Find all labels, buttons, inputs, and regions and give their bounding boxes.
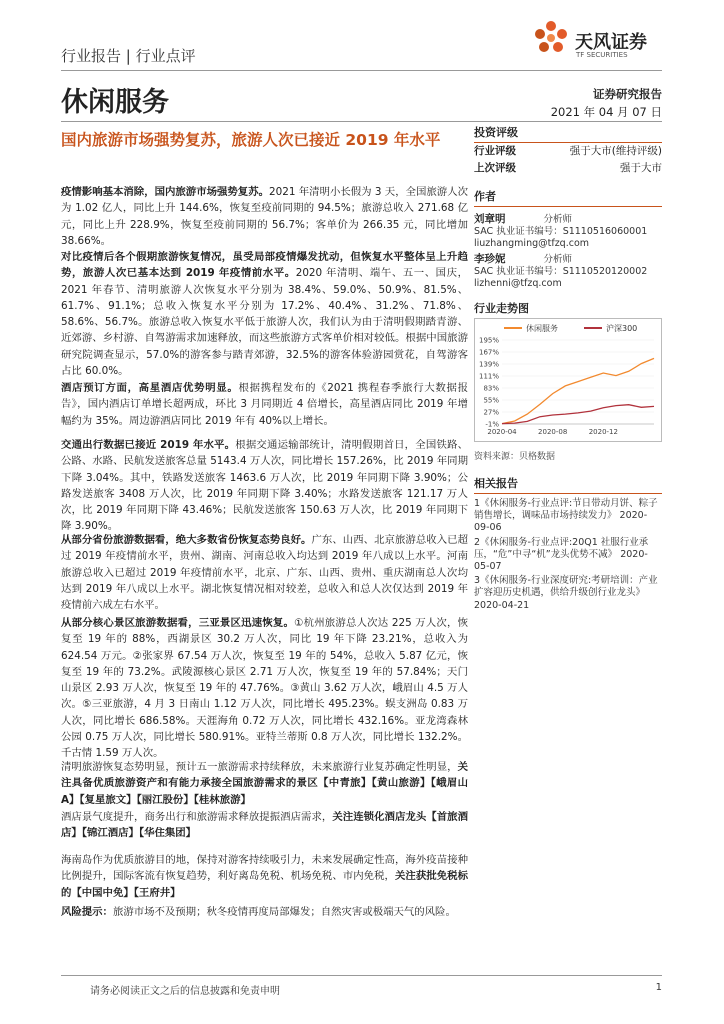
paragraph-body: 2020 年清明、端午、五一、国庆，2021 年春节、清明旅游人次恢复水平分别为 38.4%、59.0%、50.9%、81.5%、61.7%、91.1%；总收入恢复水平分别为 17.2%、40.4%、31.2%、71.8%、58.6%、56.7%。旅游总收入恢复水平低于旅游人次，我们认为由于清明假期踏青游、近郊游、乡村游、自驾游需求加速释放，而这些旅游方式客单价相对较低。根据中国旅游研究院调查显示，57.0%的游客参与踏青郊游，32.5%的游客体验游园赏花，自驾游客占比 60.0%。	[61, 267, 469, 378]
paragraph-1	[61, 184, 468, 249]
paragraph-4	[61, 437, 468, 535]
report-type: 证券研究报告	[593, 87, 662, 101]
y-tick-label: 195%	[478, 336, 499, 345]
paragraph-lead: 从部分省份旅游数据看，绝大多数省份恢复态势良好。	[61, 534, 312, 546]
author-name: 刘章明	[474, 213, 506, 225]
author-email[interactable]: liuzhangming@tfzq.com	[474, 238, 590, 249]
related-section-title: 相关报告	[474, 475, 662, 494]
paragraph-lead: 酒店预订方面，高星酒店优势明显。	[61, 382, 239, 394]
related-section	[474, 475, 662, 614]
paragraph-lead: 风险提示：	[61, 906, 113, 918]
legend-label: 休闲服务	[526, 324, 558, 333]
related-report-date: 2020-04-21	[474, 599, 530, 611]
author-role: 分析师	[543, 214, 573, 225]
paragraph-tail: 关注具备优质旅游资产和有能力承接全国旅游需求的景区【中青旅】【黄山旅游】【峨眉山 A】【复星旅文】【丽江股份】【桂林旅游】	[61, 761, 468, 806]
rating-section-title: 投资评级	[474, 124, 662, 143]
related-report-date: 2020-09-06	[474, 510, 648, 534]
paragraph-6	[61, 615, 468, 762]
logo-text-en: TF SECURITIES	[576, 51, 628, 59]
authors-section	[474, 188, 662, 290]
footer-disclaimer: 请务必阅读正文之后的信息披露和免责申明	[90, 986, 280, 997]
headline: 国内旅游市场强势复苏，旅游人次已接近 2019 年水平	[61, 131, 441, 149]
y-tick-label: 27%	[483, 408, 499, 417]
previous-rating-row	[474, 160, 662, 177]
author-card	[474, 213, 662, 250]
paragraph-5	[61, 532, 468, 613]
related-report-date: 2020-05-07	[474, 548, 648, 573]
y-tick-label: 111%	[478, 372, 499, 381]
paragraph-lead: 交通出行数据已接近 2019 年水平。	[61, 439, 236, 451]
paragraph-tail: 关注连锁化酒店龙头【首旅酒店】【锦江酒店】【华住集团】	[61, 811, 469, 840]
author-email[interactable]: lizhenni@tfzq.com	[474, 278, 562, 289]
previous-rating-value: 强于大市	[620, 162, 662, 174]
paragraph-body: 根据交通运输部统计，清明假期首日，全国铁路、公路、水路、民航发送旅客总量 5143.4 万人次，同比增长 157.26%，比 2019 年同期下降 3.04%。其中，铁路发送旅客 1463.6 万人次，比 2019 年同期下降 3.90%；公路发送旅客 3408 万人次，比 2019 年同期下降 3.40%；水路发送旅客 121.17 万人次，比 2019 年同期下降 43.46%；民航发送旅客 150.63 万人次，比 2019 年同期下降 3.90%。	[61, 439, 469, 533]
industry-rating-value: 强于大市(维持评级)	[569, 145, 662, 157]
y-tick-label: 167%	[478, 348, 499, 357]
paragraph-3	[61, 380, 468, 429]
x-tick-label: 2020-04	[487, 428, 517, 436]
paragraph-2	[61, 249, 468, 379]
y-tick-label: 83%	[483, 384, 499, 393]
paragraph-body: 酒店景气度提升，商务出行和旅游需求释放提振酒店需求，	[61, 811, 333, 823]
paragraph-body: 海南岛作为优质旅游目的地，保持对游客持续吸引力，未来发展确定性高，海外疫苗接种比例提升，国际客流有恢复趋势，利好离岛免税、机场免税、市内免税，	[61, 854, 468, 883]
y-tick-label: 55%	[483, 396, 499, 405]
previous-rating-label: 上次评级	[474, 162, 516, 174]
page-number: 1	[655, 982, 662, 993]
paragraph-body: 广东、山西、北京旅游总收入已超过 2019 年疫情前水平，贵州、湖南、河南总收入均达到 2019 年八成以上水平。河南旅游总收入已超过 2019 年疫情前水平，北京、广东、山西、贵州、重庆湖南总人次均达到 2019 年八成以上水平。湖北恢复情况相对较差，总收入和总人次仅达到 2019 年疫情前六成左右水平。	[61, 534, 469, 612]
tf-logo-icon	[533, 20, 569, 56]
paragraph-body: 根据携程发布的《2021 携程春季旅行大数据报告》，国内酒店订单增长超两成，环比 3 月同期近 4 倍增长，高星酒店同比 2019 年增幅约为 35%。周边游酒店同比 2019 年有 40%以上增长。	[61, 382, 468, 427]
authors-section-title: 作者	[474, 188, 662, 207]
author-card	[474, 253, 662, 290]
company-logo	[533, 20, 663, 62]
related-list	[474, 498, 662, 612]
paragraph-lead: 对比疫情后各个假期旅游恢复情况，虽受局部疫情爆发扰动，但恢复水平整体呈上升趋势，旅游人次已基本达到 2019 年疫情前水平。	[61, 251, 468, 280]
trend-section	[474, 300, 662, 319]
related-report-title[interactable]: 2《休闲服务-行业点评:20Q1 社服行业承压，“危”中寻“机”龙头优势不减》	[474, 536, 649, 560]
page-title: 休闲服务	[61, 87, 169, 118]
trend-chart	[474, 318, 662, 442]
paragraph-8	[61, 809, 468, 842]
paragraph-body: 清明旅游恢复态势明显，预计五一旅游需求持续释放，未来旅游行业复苏确定性明显，	[61, 761, 458, 773]
title-rule	[61, 121, 662, 122]
paragraph-body: 2021 年清明小长假为 3 天，全国旅游人次为 1.02 亿人，同比上升 144.6%，恢复至疫前同期的 94.5%；旅游总收入 271.68 亿元，同比上升 228.9%，恢复至疫前同期的 56.7%；客单价为 266.35 元，同比增加 38.66%。	[61, 186, 469, 247]
footer-rule	[61, 975, 662, 976]
report-category: 行业报告 | 行业点评	[61, 47, 196, 65]
industry-rating-row	[474, 143, 662, 160]
paragraph-lead: 疫情影响基本消除，国内旅游市场强势复苏。	[61, 186, 270, 198]
related-report[interactable]	[474, 537, 662, 574]
paragraph-9	[61, 852, 468, 901]
paragraph-body: ①杭州旅游总人次达 225 万人次，恢复至 19 年的 88%，西湖景区 30.2 万人次，同比 19 年下降 23.21%，总收入为 624.54 万元。②张家界 67.54 万人次，恢复至 19 年的 54%，总收入 5.87 亿元，恢复至 19 年的 73.2%。武陵源核心景区 2.71 万人次，恢复至 19 年的 57.84%；天门山景区 2.93 万人次，恢复至 19 年的 47.76%。③黄山 3.62 万人次，峨眉山 4.5 万人次。⑤三亚旅游，4 月 3 日南山 1.12 万人次，同比增长 495.23%。蜈支洲岛 0.83 万人次，同比增长 686.58%。天涯海角 0.72 万人次，同比增长 432.16%。亚龙湾森林公园 0.75 万人次，同比增长 580.91%。亚特兰蒂斯 0.8 万人次，同比增长 132.2%。千古情 1.59 万人次。	[61, 617, 468, 760]
logo-text: 天风证券	[575, 32, 647, 53]
paragraph-tail: 关注获批免税标的【中国中免】【王府井】	[61, 870, 468, 899]
y-tick-label: -1%	[485, 420, 499, 429]
paragraph-body: 旅游市场不及预期；秋冬疫情再度局部爆发；自然灾害或极端天气的风险。	[112, 906, 456, 918]
rating-section	[474, 124, 662, 177]
industry-rating-label: 行业评级	[474, 145, 516, 157]
x-tick-label: 2020-08	[538, 428, 568, 436]
author-name: 李珍妮	[474, 253, 506, 265]
related-report-title[interactable]: 3《休闲服务-行业深度研究:考研培训：产业扩容迎历史机遇，供给升级创行业龙头》	[474, 575, 658, 599]
report-date: 2021 年 04 月 07 日	[550, 105, 662, 119]
related-report[interactable]	[474, 575, 662, 612]
author-role: 分析师	[543, 254, 573, 265]
author-sac: SAC 执业证书编号：S1110520120002	[474, 266, 648, 277]
paragraph-lead: 从部分核心景区旅游数据看，三亚景区迅速恢复。	[61, 617, 295, 629]
paragraph-7	[61, 759, 468, 808]
author-sac: SAC 执业证书编号：S1110516060001	[474, 226, 648, 237]
related-report[interactable]	[474, 498, 662, 535]
paragraph-risk	[61, 904, 468, 920]
trend-section-title: 行业走势图	[474, 300, 662, 319]
header-rule	[61, 70, 662, 71]
related-report-title[interactable]: 1《休闲服务-行业点评:节日带动月饼、粽子销售增长，调味品市场持续发力》	[474, 498, 658, 522]
chart-source: 资料来源：贝格数据	[474, 452, 556, 462]
legend-label: 沪深300	[606, 324, 638, 333]
y-tick-label: 139%	[478, 360, 499, 369]
x-tick-label: 2020-12	[588, 428, 618, 436]
